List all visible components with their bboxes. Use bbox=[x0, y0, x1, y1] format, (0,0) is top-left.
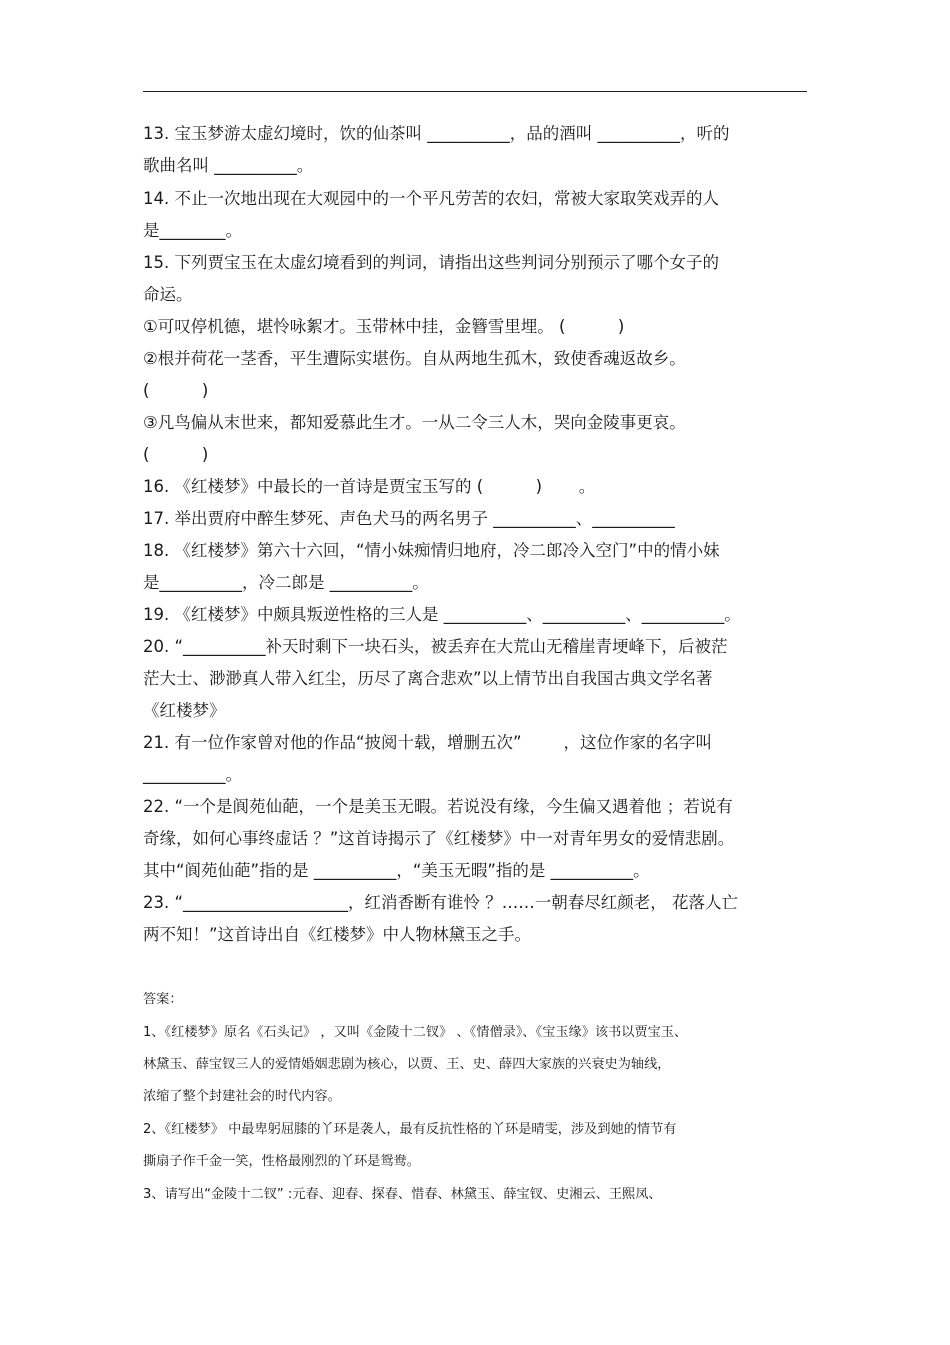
q18-line-1: 18. 《红楼梦》第六十六回，“情小妹痴情归地府，冷二郎冷入空门”中的情小妹 bbox=[143, 541, 720, 560]
q15-verse-2: ②根并荷花一茎香，平生遭际实堪伤。自从两地生孤木，致使香魂返故乡。 bbox=[143, 349, 686, 368]
q15-verse-3: ③凡鸟偏从末世来，都知爱慕此生才。一从二令三人木，哭向金陵事更哀。 bbox=[143, 413, 686, 432]
q20-line-2: 茫大士、渺渺真人带入红尘，历尽了离合悲欢”以上情节出自我国古典文学名著 bbox=[143, 669, 713, 688]
answer-2-line-1: 2、《红楼梦》 中最卑躬屈膝的丫环是袭人，最有反抗性格的丫环是晴雯，涉及到她的情节有 bbox=[143, 1122, 677, 1137]
q20-line-3: 《红楼梦》 bbox=[143, 701, 226, 720]
q17-line-1: 17. 举出贾府中醉生梦死、声色犬马的两名男子 __________、__________ bbox=[143, 509, 675, 528]
q18-line-2: 是__________，冷二郎是 __________。 bbox=[143, 573, 429, 592]
q21-line-2: __________。 bbox=[143, 765, 242, 784]
q23-line-2: 两不知！”这首诗出自《红楼梦》中人物林黛玉之手。 bbox=[143, 925, 532, 944]
q20-line-1: 20. “__________补天时剩下一块石头，被丢弃在大荒山无稽崖青埂峰下，后被茫 bbox=[143, 637, 728, 656]
answers-heading: 答案： bbox=[143, 992, 183, 1007]
q15-verse-1: ①可叹停机德，堪怜咏絮才。玉带林中挂，金簪雪里埋。 ( ) bbox=[143, 317, 625, 336]
q13-line-2: 歌曲名叫 __________。 bbox=[143, 156, 314, 175]
q14-line-2: 是________。 bbox=[143, 221, 242, 240]
q16-line-1: 16. 《红楼梦》中最长的一首诗是贾宝玉写的 ( ) 。 bbox=[143, 477, 596, 496]
q21-line-1: 21. 有一位作家曾对他的作品“披阅十载，增删五次” ，这位作家的名字叫 bbox=[143, 733, 713, 752]
header-rule bbox=[143, 91, 807, 92]
q15-line-2: 命运。 bbox=[143, 285, 193, 304]
q19-line-1: 19. 《红楼梦》中颇具叛逆性格的三人是 __________、__________、__________。 bbox=[143, 605, 741, 624]
answer-2-line-2: 撕扇子作千金一笑，性格最刚烈的丫环是鸳鸯。 bbox=[143, 1154, 420, 1169]
q22-line-3: 其中“阆苑仙葩”指的是 __________，“美玉无暇”指的是 __________。 bbox=[143, 861, 650, 880]
q15-verse-3-answer: ( ) bbox=[143, 445, 209, 464]
q15-line-1: 15. 下列贾宝玉在太虚幻境看到的判词，请指出这些判词分别预示了哪个女子的 bbox=[143, 253, 719, 272]
q14-line-1: 14. 不止一次地出现在大观园中的一个平凡劳苦的农妇，常被大家取笑戏弄的人 bbox=[143, 189, 719, 208]
q22-line-1: 22. “一个是阆苑仙葩，一个是美玉无暇。若说没有缘，今生偏又遇着他 ；若说有 bbox=[143, 797, 733, 816]
answer-1-line-1: 1、《红楼梦》原名《石头记》 ，又叫《金陵十二钗》 、《情僧录》、《宝玉缘》该书以贾宝玉、 bbox=[143, 1025, 688, 1040]
answer-1-line-3: 浓缩了整个封建社会的时代内容。 bbox=[143, 1089, 341, 1104]
answer-3-line-1: 3、请写出“金陵十二钗” :元春、迎春、探春、惜春、林黛玉、薛宝钗、史湘云、王熙凤、 bbox=[143, 1187, 662, 1202]
answer-1-line-2: 林黛玉、薛宝钗三人的爱情婚姻悲剧为核心，以贾、王、史、薛四大家族的兴衰史为轴线， bbox=[143, 1057, 671, 1072]
q22-line-2: 奇缘，如何心事终虚话 ？”这首诗揭示了《红楼梦》中一对青年男女的爱情悲剧。 bbox=[143, 829, 735, 848]
q13-line-1: 13. 宝玉梦游太虚幻境时，饮的仙茶叫 __________，品的酒叫 __________，听的 bbox=[143, 124, 730, 143]
q15-verse-2-answer: ( ) bbox=[143, 381, 209, 400]
q23-line-1: 23. “____________________，红消香断有谁怜 ？……一朝春尽红颜老， 花落人亡 bbox=[143, 893, 739, 912]
